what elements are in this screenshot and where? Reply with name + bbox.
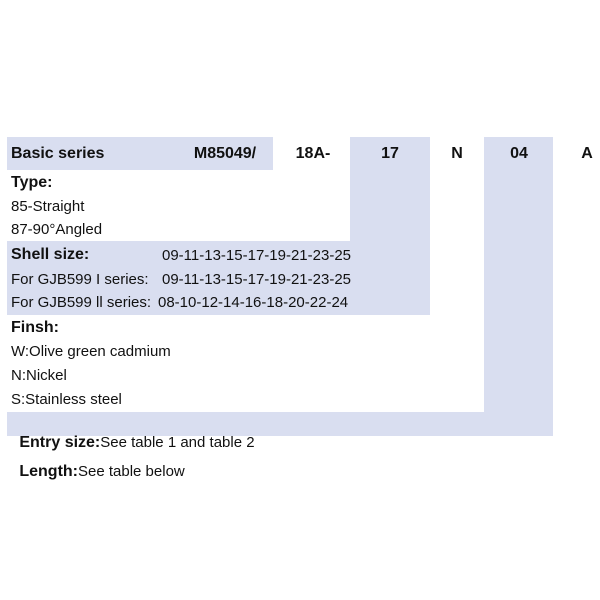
length-title: Length:	[19, 463, 78, 480]
basic-series-label: Basic series	[11, 145, 105, 162]
part-m85049: M85049/	[193, 145, 257, 162]
part-18a: 18A-	[295, 145, 331, 162]
gjb599-i-label: For GJB599 I series:	[11, 271, 149, 288]
gjb599-ii-values: 08-10-12-14-16-18-20-22-24	[158, 294, 349, 311]
part-17: 17	[381, 145, 399, 162]
length-text: See table below	[78, 463, 185, 480]
shell-size-title: Shell size:	[11, 246, 90, 263]
part-n: N	[451, 145, 463, 162]
type-option-straight: 85-Straight	[11, 198, 85, 215]
entry-size-title: Entry size:	[19, 434, 101, 451]
shell-size-values: 09-11-13-15-17-19-21-23-25	[162, 247, 352, 264]
part-a: A	[581, 145, 593, 162]
finish-option-olive: W:Olive green cadmium	[11, 343, 171, 360]
type-option-angled: 87-90°Angled	[11, 221, 103, 238]
type-title: Type:	[11, 174, 53, 191]
finish-title: Finsh:	[11, 319, 59, 336]
finish-option-nickel: N:Nickel	[11, 367, 67, 384]
gjb599-i-values: 09-11-13-15-17-19-21-23-25	[162, 271, 352, 288]
entry-size-text: See table 1 and table 2	[100, 434, 255, 451]
finish-option-stainless: S:Stainless steel	[11, 391, 122, 408]
column-band-04	[484, 137, 553, 436]
gjb599-ii-label: For GJB599 ll series:	[11, 294, 152, 311]
part-04: 04	[510, 145, 528, 162]
length-row	[11, 445, 185, 481]
